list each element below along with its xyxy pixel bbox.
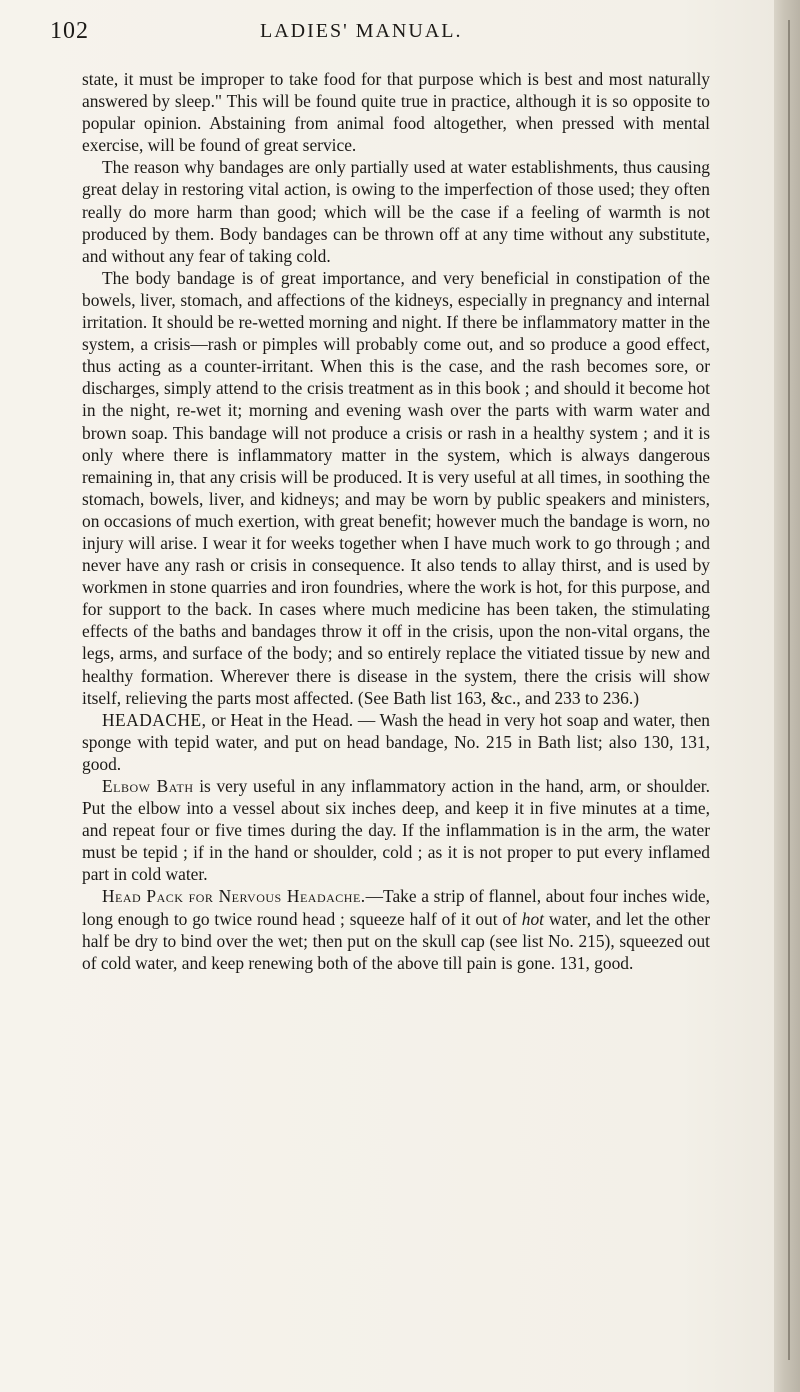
elbow-bath-text: is very useful in any inflammatory action in the hand, arm, or shoulder. Put the elbow into a vessel about six inches deep, and keep it in five minutes at a time, and repeat four or five times during the day. If the inflammation is in the arm, the water must be tepid ; if in the hand or shoulder, cold ; as it is not proper to put every inflamed part in cold water.: [82, 776, 710, 885]
head-pack-text-2: water, and let the other half be dry to bind over the wet; then put on the skull cap (see list No. 215), squeezed out of cold water, and keep renewing both of the above till pain is gone. 131, good.: [82, 908, 710, 973]
paragraph-head-pack: [82, 885, 710, 973]
page-edge: [774, 0, 800, 1392]
head-pack-emphasis: hot: [521, 908, 544, 929]
elbow-bath-heading: Elbow Bath: [102, 776, 194, 796]
head-pack-heading: Head Pack for Nervous Headache.: [102, 886, 366, 907]
binding-line: [788, 20, 790, 1360]
headache-text: or Heat in the Head. — Wash the head in very hot soap and water, then sponge with tepid water, and put on head bandage, No. 215 in Bath list; also 130, 131, good.: [82, 709, 710, 774]
page-header: [50, 18, 570, 52]
headache-heading: HEADACHE,: [102, 709, 207, 730]
paragraph-elbow-bath: [82, 775, 710, 885]
page-number: 102: [50, 18, 89, 44]
body-text: [82, 68, 710, 974]
head-pack-text-1: —Take a strip of flannel, about four inches wide, long enough to go twice round head ; squeeze half of it out of: [82, 886, 710, 929]
paragraph-body-bandage: The body bandage is of great importance, and very beneficial in constipation of the bowels, liver, stomach, and affections of the kidneys, especially in pregnancy and internal irritation. It should be re-wetted morning and night. If there be inflammatory matter in the system, a crisis—rash or pimples will probably come out, and so produce a good effect, thus acting as a counter-irritant. When this is the case, and the rash becomes sore, or discharges, simply attend to the crisis treatment as in this book ; and should it become hot in the night, re-wet it; morning and evening wash over the parts with warm water and brown soap. This bandage will not produce a crisis or rash in a healthy system ; and it is only where there is inflammatory matter in the system, which is always dangerous remaining in, that any crisis will be produced. It is very useful at all times, in soothing the stomach, bowels, liver, and kidneys; and may be worn by public speakers and ministers, on occasions of much exertion, with great benefit; however much the bandage is worn, no injury will arise. I wear it for weeks together when I have much work to go through ; and never have any rash or crisis in consequence. It also tends to allay thirst, and is used by workmen in stone quarries and iron foundries, where the work is hot, for this purpose, and for support to the back. In cases where much medicine has been taken, the stimulating effects of the baths and bandages throw it off in the crisis, upon the non-vital organs, the legs, arms, and surface of the body; and so entirely replace the vitiated tissue by new and healthy formation. Wherever there is disease in the system, there the crisis will show itself, relieving the parts most affected. (See Bath list 163, &c., and 233 to 236.): [82, 267, 710, 708]
paragraph-headache: [82, 709, 710, 775]
paragraph-continuation: state, it must be improper to take food for that purpose which is best and most naturally answered by sleep." This will be found quite true in practice, although it is so opposite to popular opinion. Abstaining from animal food altogether, when pressed with mental exercise, will be found of great service.: [82, 69, 710, 156]
paragraph-bandages: The reason why bandages are only partially used at water establishments, thus causing great delay in restoring vital action, is owing to the imperfection of those used; they often really do more harm than good; which will be the case if a feeling of warmth is not produced by them. Body bandages can be thrown off at any time without any substitute, and without any fear of taking cold.: [82, 157, 710, 266]
running-title: LADIES' MANUAL.: [260, 20, 463, 42]
